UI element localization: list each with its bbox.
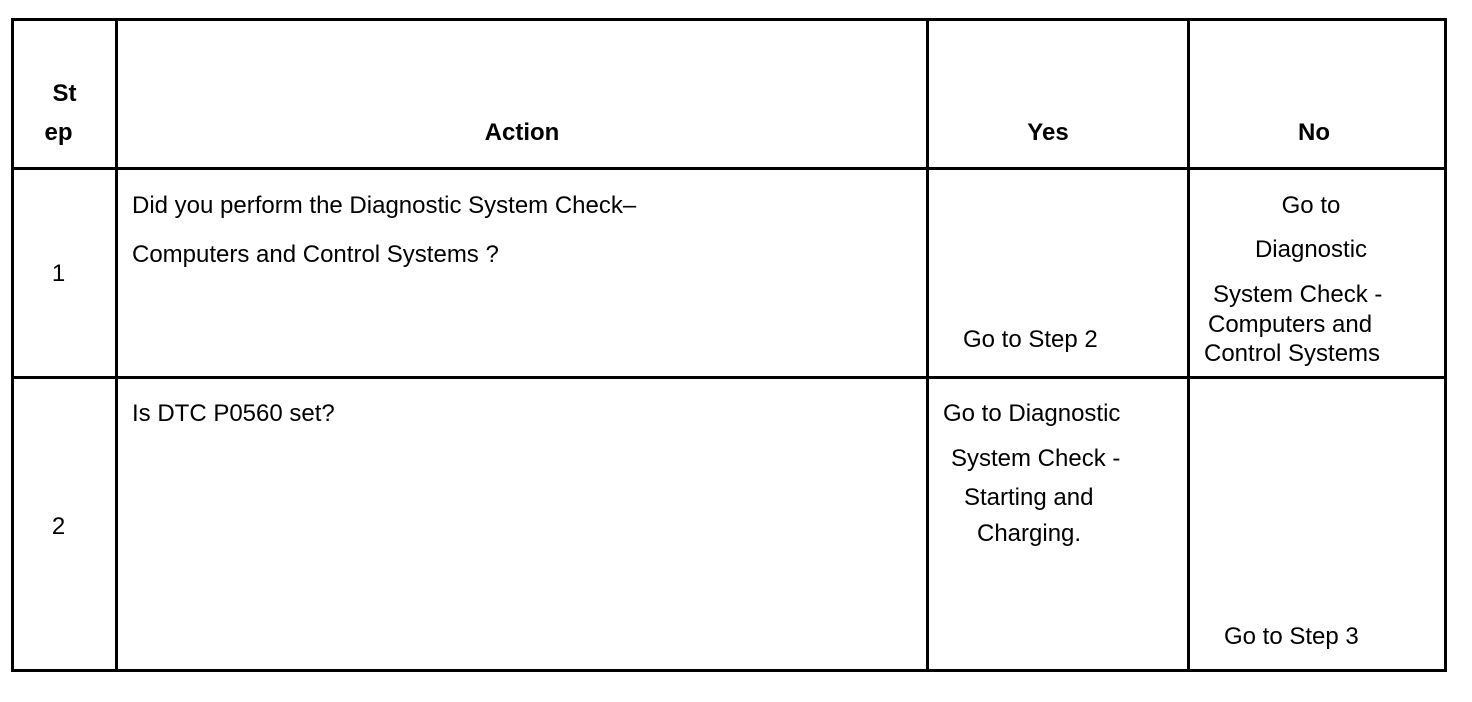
header-step-line2: ep [44, 119, 73, 146]
yes-text: Starting and [964, 484, 1094, 511]
row-divider-row1 [14, 376, 1444, 379]
no-text: Computers and [1208, 311, 1373, 338]
yes-text: System Check - [951, 445, 1121, 472]
row-divider-header [14, 167, 1444, 170]
header-step-line1: St [52, 80, 77, 107]
no-text: Control Systems [1204, 340, 1381, 367]
header-no: No [1298, 119, 1330, 146]
no-text: Go to Step 3 [1224, 623, 1359, 650]
yes-text: Charging. [977, 520, 1082, 547]
header-yes: Yes [1027, 119, 1069, 146]
step-number: 1 [51, 260, 66, 287]
step-number: 2 [51, 513, 66, 540]
header-action: Action [484, 119, 560, 146]
no-text: Go to [1281, 192, 1341, 219]
action-text: Is DTC P0560 set? [132, 400, 335, 427]
yes-text: Go to Step 2 [963, 326, 1098, 353]
action-text: Did you perform the Diagnostic System Check– [132, 192, 637, 219]
no-text: Diagnostic [1254, 236, 1368, 263]
diagnostic-table [11, 18, 1447, 672]
yes-text: Go to Diagnostic [943, 400, 1121, 427]
action-text: Computers and Control Systems ? [132, 241, 499, 268]
no-text: System Check - [1213, 281, 1383, 308]
